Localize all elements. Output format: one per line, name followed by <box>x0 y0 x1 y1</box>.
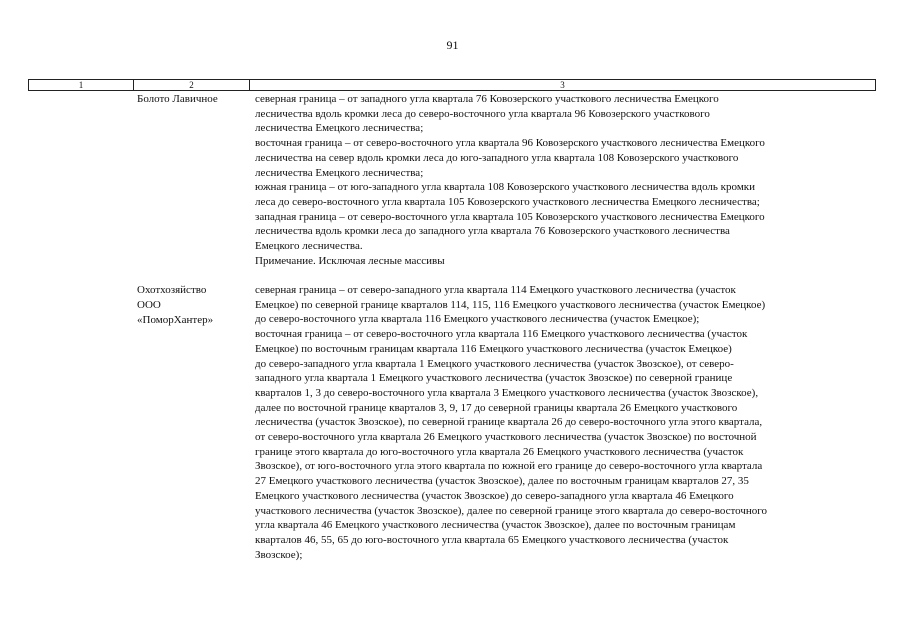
row-2-desc-line: угла квартала 46 Емецкого участкового лесничества (участок Звозское), далее по восточным границам <box>255 519 736 532</box>
row-2-desc-line: далее по восточной границе кварталов 3, 9, 17 до северной границы квартала 26 Емецкого участкового <box>255 401 738 414</box>
row-2-name-line: «ПоморХантер» <box>137 314 214 326</box>
row-2-desc-line: 27 Емецкого участкового лесничества (участок Звозское), далее по восточным границам кварталов 27, 35 <box>255 475 749 488</box>
row-2-desc-line: восточная граница – от северо-восточного угла квартала 116 Емецкого участкового лесничества (участок <box>255 328 748 341</box>
row-2-desc-line: до северо-восточного угла квартала 116 Емецкого участкового лесничества (участок Емецкое); <box>255 313 700 326</box>
row-2-name-line: Охотхозяйство <box>137 284 207 296</box>
row-1-desc-line: лесничества вдоль кромки леса до западного угла квартала 76 Ковозерского участкового лесничества <box>255 225 730 238</box>
page-number: 91 <box>446 38 459 52</box>
row-2-desc-line: кварталов 46, 55, 65 до юго-восточного угла квартала 65 Емецкого участкового лесничества (участок <box>255 533 729 546</box>
header-col-1: 1 <box>78 80 84 90</box>
row-2-name <box>137 283 249 328</box>
row-1-name <box>137 92 249 107</box>
header-col-2: 2 <box>133 80 249 90</box>
row-2-name-line: ООО <box>137 299 161 311</box>
row-2-description <box>255 283 875 562</box>
row-1-desc-line: восточная граница – от северо-восточного угла квартала 96 Ковозерского участкового лесничества Емецкого <box>255 137 765 150</box>
row-1-desc-line: Емецкого лесничества. <box>255 240 363 253</box>
row-2-desc-line: кварталов 1, 3 до северо-восточного угла квартала 3 Емецкого участкового лесничества (участок Звозское), <box>255 386 759 399</box>
row-2-desc-line: Емецкого участкового лесничества (участок Звозское) до северо-западного угла квартала 46 Емецкого <box>255 489 734 502</box>
header-col-3: 3 <box>249 80 875 90</box>
row-1-desc-line: южная граница – от юго-западного угла квартала 108 Ковозерского участкового лесничества вдоль кромки <box>255 181 756 194</box>
row-1-desc-line: западная граница – от северо-восточного угла квартала 105 Ковозерского участкового лесничества Емецкого <box>255 210 765 223</box>
row-2-desc-line: Емецкое) по северной границе кварталов 114, 115, 116 Емецкого участкового лесничества (участок Емецкое) <box>255 298 766 311</box>
row-2-desc-line: до северо-западного угла квартала 1 Емецкого участкового лесничества (участок Звозское), от северо- <box>255 357 734 370</box>
row-2-desc-line: участкового лесничества (участок Звозское), далее по северной границе этого квартала до северо-восточного <box>255 504 768 517</box>
row-2-desc-line: северная граница – от северо-западного угла квартала 114 Емецкого участкового лесничества (участок <box>255 284 736 296</box>
row-1-desc-line: северная граница – от западного угла квартала 76 Ковозерского участкового лесничества Емецкого <box>255 93 719 105</box>
row-1-desc-line: лесничества на север вдоль кромки леса до юго-западного угла квартала 108 Ковозерского участкового <box>255 151 739 164</box>
row-1-desc-line: Примечание. Исключая лесные массивы <box>255 254 445 267</box>
row-1-desc-line: леса до северо-восточного угла квартала 105 Ковозерского участкового лесничества Емецкого лесничества; <box>255 195 760 208</box>
row-2-desc-line: Звозское), от юго-восточного угла этого квартала по южной его границе до северо-восточного угла квартала <box>255 460 763 473</box>
row-1-name-line: Болото Лавичное <box>137 93 218 105</box>
row-1-desc-line: лесничества Емецкого лесничества; <box>255 122 424 135</box>
row-2-desc-line: Емецкое) по восточным границам квартала 116 Емецкого участкового лесничества (участок Емецкое) <box>255 342 732 355</box>
row-1-description <box>255 92 875 268</box>
row-1-desc-line: лесничества Емецкого лесничества; <box>255 166 424 179</box>
row-2-desc-line: от северо-восточного угла квартала 26 Емецкого участкового лесничества (участок Звозское) по восточной <box>255 431 757 444</box>
row-2-desc-line: западного угла квартала 1 Емецкого участкового лесничества (участок Звозское) по северной границе <box>255 372 733 385</box>
row-2-desc-line: границе этого квартала до юго-восточного угла квартала 26 Емецкого участкового лесничества (участок <box>255 445 744 458</box>
row-2-desc-line: лесничества (участок Звозское), по северной границе квартала 26 до северо-восточного угла этого квартала, <box>255 416 763 429</box>
table-header-row <box>28 79 876 91</box>
row-1-desc-line: лесничества вдоль кромки леса до северо-восточного угла квартала 96 Ковозерского участкового <box>255 107 710 120</box>
row-2-desc-line: Звозское); <box>255 548 303 561</box>
